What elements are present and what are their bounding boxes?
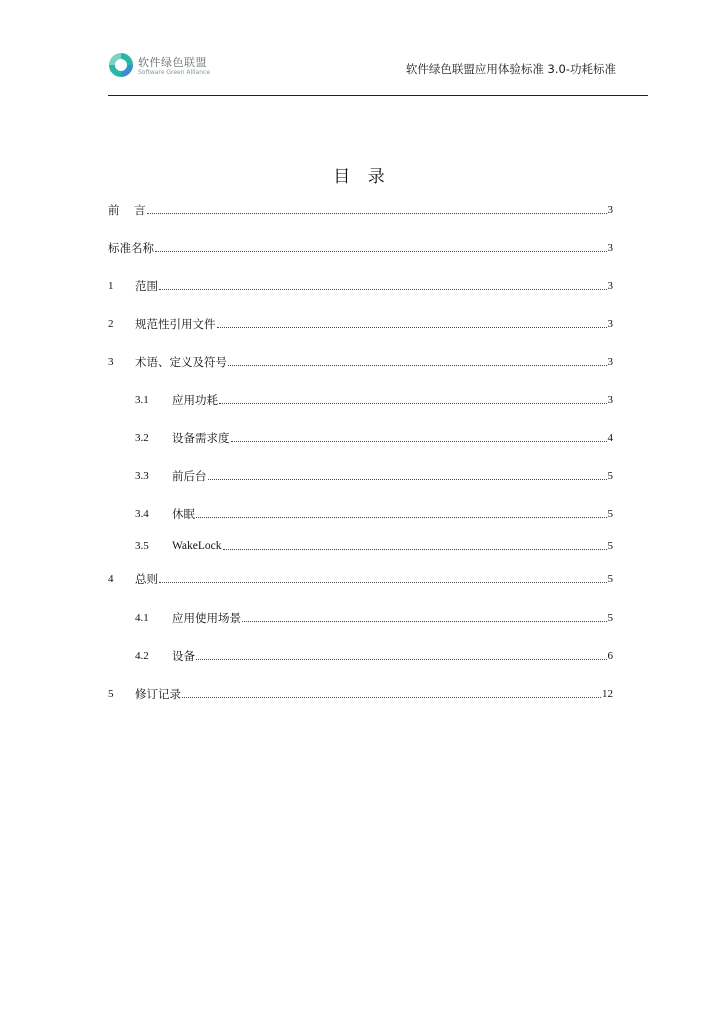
logo-name-en: Software Green Alliance bbox=[138, 69, 211, 76]
toc-leader-dots bbox=[159, 289, 607, 290]
toc-leader-dots bbox=[196, 659, 607, 660]
toc-entry-3-3[interactable] bbox=[135, 468, 613, 484]
toc-entry-text: 应用功耗 bbox=[172, 393, 218, 407]
toc-entry-4-2[interactable] bbox=[135, 648, 613, 664]
toc-entry-5[interactable] bbox=[108, 686, 613, 702]
toc-entry-3-4[interactable] bbox=[135, 506, 613, 522]
toc-entry-number: 2 bbox=[108, 318, 114, 330]
toc-entry-text: 应用使用场景 bbox=[172, 611, 241, 625]
toc-entry-number: 3.1 bbox=[135, 394, 149, 406]
toc-entry-text: WakeLock bbox=[172, 540, 222, 552]
toc-entry-page: 5 bbox=[607, 470, 613, 482]
toc-leader-dots bbox=[242, 621, 607, 622]
toc-entry-foreword[interactable] bbox=[108, 202, 613, 218]
toc-entry-text: 设备 bbox=[172, 649, 195, 663]
toc-entry-text: 设备需求度 bbox=[172, 431, 230, 445]
toc-leader-dots bbox=[223, 549, 607, 550]
toc-entry-page: 3 bbox=[607, 318, 613, 330]
toc-entry-page: 3 bbox=[607, 394, 613, 406]
toc-entry-number: 4.2 bbox=[135, 650, 149, 662]
toc-entry-text: 总则 bbox=[135, 572, 158, 586]
logo-name-cn: 软件绿色联盟 bbox=[138, 56, 207, 69]
toc-entry-text: 术语、定义及符号 bbox=[135, 355, 227, 369]
toc-entry-standard-name[interactable] bbox=[108, 240, 613, 256]
document-header-title: 软件绿色联盟应用体验标准 3.0-功耗标准 bbox=[405, 62, 616, 76]
toc-entry-page: 12 bbox=[602, 688, 613, 700]
toc-entry-4-1[interactable] bbox=[135, 610, 613, 626]
toc-entry-number: 3.4 bbox=[135, 508, 149, 520]
toc-leader-dots bbox=[208, 479, 607, 480]
toc-entry-text: 前 言 bbox=[108, 203, 146, 217]
toc-leader-dots bbox=[217, 327, 607, 328]
toc-entry-text: 前后台 bbox=[172, 469, 207, 483]
toc-leader-dots bbox=[228, 365, 607, 366]
toc-entry-text: 规范性引用文件 bbox=[135, 317, 216, 331]
toc-entry-4[interactable] bbox=[108, 571, 613, 587]
toc-entry-number: 4 bbox=[108, 573, 114, 585]
toc-entry-text: 修订记录 bbox=[135, 687, 181, 701]
toc-entry-3-2[interactable] bbox=[135, 430, 613, 446]
toc-entry-page: 5 bbox=[607, 612, 613, 624]
toc-entry-number: 3.2 bbox=[135, 432, 149, 444]
toc-entry-1[interactable] bbox=[108, 278, 613, 294]
toc-entry-page: 3 bbox=[607, 204, 613, 216]
toc-entry-2[interactable] bbox=[108, 316, 613, 332]
toc-leader-dots bbox=[147, 213, 607, 214]
toc-leader-dots bbox=[155, 251, 607, 252]
toc-entry-number: 1 bbox=[108, 280, 114, 292]
toc-entry-text: 休眠 bbox=[172, 507, 195, 521]
toc-entry-page: 5 bbox=[607, 540, 613, 552]
toc-entry-number: 5 bbox=[108, 688, 114, 700]
toc-leader-dots bbox=[196, 517, 607, 518]
toc-entry-text: 标准名称 bbox=[108, 241, 154, 255]
toc-entry-page: 5 bbox=[607, 573, 613, 585]
toc-entry-3[interactable] bbox=[108, 354, 613, 370]
toc-entry-text: 范围 bbox=[135, 279, 158, 293]
toc-leader-dots bbox=[231, 441, 607, 442]
toc-entry-3-1[interactable] bbox=[135, 392, 613, 408]
toc-title: 目 录 bbox=[333, 167, 391, 187]
header-divider bbox=[108, 95, 648, 96]
toc-entry-number: 3 bbox=[108, 356, 114, 368]
toc-entry-page: 4 bbox=[607, 432, 613, 444]
alliance-logo-icon bbox=[108, 52, 134, 78]
toc-entry-page: 3 bbox=[607, 242, 613, 254]
toc-entry-page: 5 bbox=[607, 508, 613, 520]
toc-entry-number: 3.3 bbox=[135, 470, 149, 482]
toc-entry-page: 3 bbox=[607, 280, 613, 292]
toc-entry-page: 6 bbox=[607, 650, 613, 662]
toc-leader-dots bbox=[182, 697, 601, 698]
header-logo bbox=[108, 50, 228, 82]
toc-entry-3-5[interactable] bbox=[135, 538, 613, 554]
toc-leader-dots bbox=[219, 403, 607, 404]
toc-entry-number: 3.5 bbox=[135, 540, 149, 552]
toc-entry-number: 4.1 bbox=[135, 612, 149, 624]
toc-leader-dots bbox=[159, 582, 607, 583]
toc-entry-page: 3 bbox=[607, 356, 613, 368]
